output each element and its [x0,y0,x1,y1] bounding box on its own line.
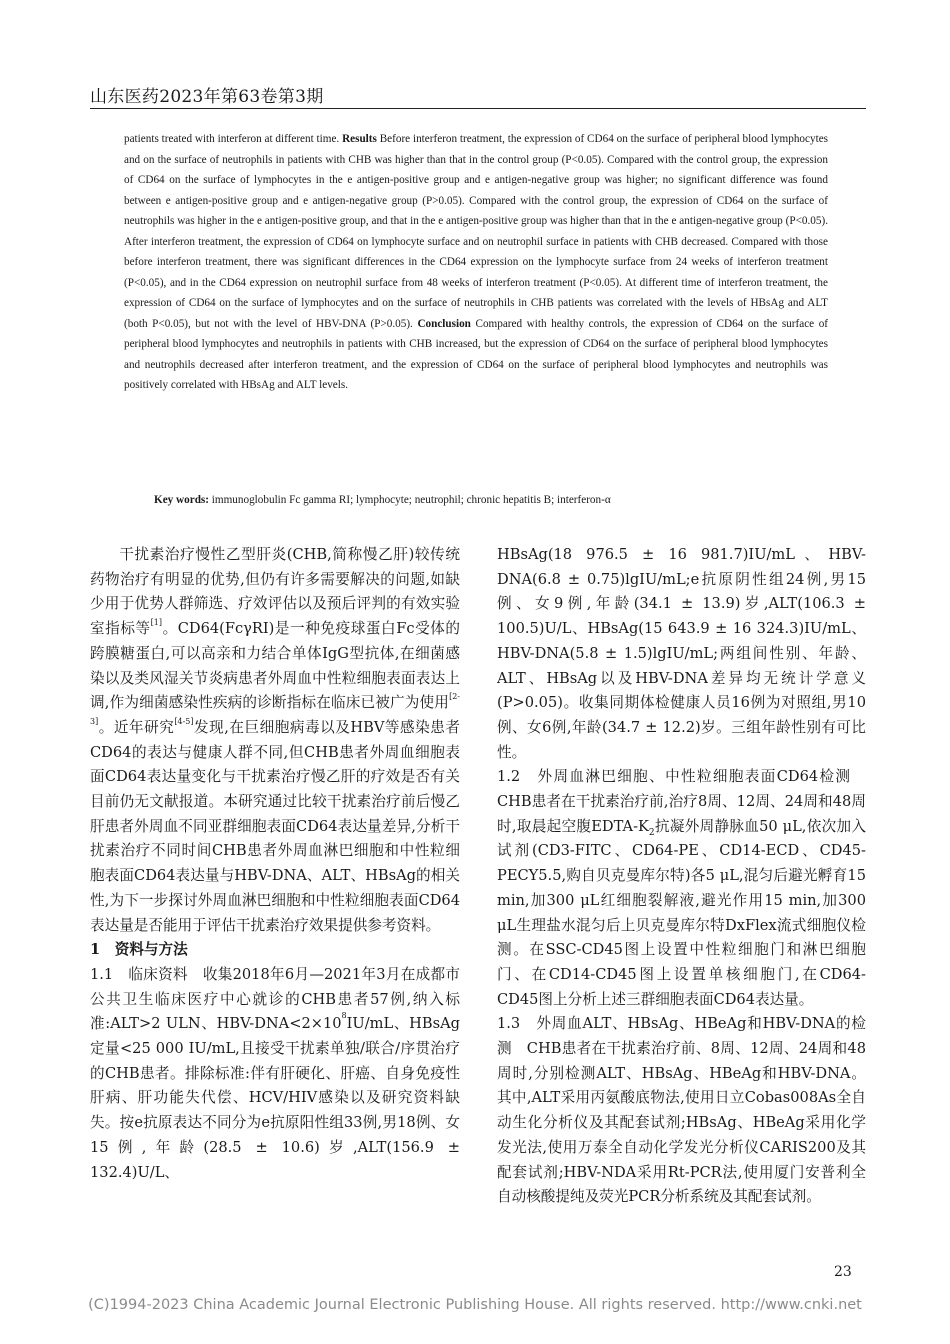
superscript: 8 [341,1011,347,1021]
s12-text-a: CHB患者在干扰素治疗前,治疗8周、12周、24周和48周时,取晨起空腹EDTA-K [497,768,866,835]
intro-text-c: 。近年研究 [98,718,175,736]
keywords-text: immunoglobulin Fc gamma RI; lymphocyte; neutrophil; chronic hepatitis B; interferon-α [211,494,611,506]
subsection-title: 1.2 外周血淋巴细胞、中性粒细胞表面CD64检测 [497,768,852,786]
section-heading: 1 资料与方法 [90,941,188,959]
section-1-1 [90,963,460,1185]
abstract-results: Before interferon treatment, the expression of CD64 on the surface of peripheral blood lymphocytes and on the surface of neutrophils in patients with CHB was higher than that in the control group (P<0.05). Compared with the control group, the expression of CD64 on the surface of lymphocytes in the e antigen-positive group and e antigen-negative group was higher; no significant difference was found between e antigen-positive group and e antigen-negative group (P>0.05). Compared with the control group, the expression of CD64 on the surface of neutrophils was higher in the e antigen-positive group, and that in the e antigen-positive group was higher than that in the e antigen-negative group (P<0.05). After interferon treatment, the expression of CD64 on lymphocyte surface and on neutrophil surface in patients with CHB decreased. Compared with those before interferon treatment, there was significant differences in the CD64 expression on the lymphocyte surface from 24 weeks of interferon treatment (P<0.05), and in the CD64 expression on neutrophil surface from 48 weeks of interferon treatment (P<0.05). At different time of interferon treatment, the expression of CD64 on the surface of lymphocytes and on the surface of neutrophils in CHB patients was correlated with the levels of HBsAg and ALT (both P<0.05), but not with the level of HBV-DNA (P>0.05). [124,133,829,330]
abstract-conclusion: Compared with healthy controls, the expression of CD64 on the surface of peripheral blood lymphocytes and neutrophils in patients with CHB increased, but the expression of CD64 on the surface of peripheral blood lymphocytes and neutrophils decreased after interferon treatment, and the expression of CD64 on the surface of peripheral blood lymphocytes and neutrophils was positively correlated with HBsAg and ALT levels. [124,317,829,391]
journal-header: 山东医药2023年第63卷第3期 [90,87,324,107]
left-column [90,543,460,1185]
keywords-label: Key words: [154,494,209,506]
results-label: Results [342,133,377,145]
s13-text: CHB患者在干扰素治疗前、8周、12周、24周和48周时,分别检测ALT、HBsAg、HBeAg和HBV-DNA。其中,ALT采用丙氨酸底物法,使用日立Cobas008As全自动生化分析仪及其配套试剂;HBsAg、HBeAg采用化学发光法,使用万泰全自动化学发光分析仪CARIS200及其配套试剂;HBV-NDA采用Rt-PCR法,使用厦门安普利全自动核酸提纯及荧光PCR分析系统及其配套试剂。 [497,1040,866,1206]
intro-text-b: 。CD64(FcγRI)是一种免疫球蛋白Fc受体的跨膜糖蛋白,可以高亲和力结合单体IgG型抗体,在细菌感染以及类风湿关节炎病患者外周血中性粒细胞表面表达上调,作为细菌感染性疾病的诊断指标在临床已被广为使用 [90,620,460,712]
abstract-text-a: patients treated with interferon at different time. [124,133,340,145]
intro-text-a: 干扰素治疗慢性乙型肝炎(CHB,简称慢乙肝)较传统药物治疗有明显的优势,但仍有许多需要解决的问题,如缺少用于优势人群筛选、疗效评估以及预后评判的有效实验室指标等 [90,546,460,638]
section-1-2 [497,765,866,1012]
right-column [497,543,866,1210]
copyright-footer: (C)1994-2023 China Academic Journal Electronic Publishing House. All rights reserved. http://www.cnki.net [88,1297,862,1313]
s12-text-b: 抗凝外周静脉血50 μL,依次加入试剂(CD3-FITC、CD64-PE、CD14-ECD、CD45-PECY5.5,购自贝克曼库尔特)各5 μL,混匀后避光孵育15 min,加300 μL红细胞裂解液,避光作用15 min,加300 μL生理盐水混匀后上贝克曼库尔特DxFlex流式细胞仪检测。在SSC-CD45图上设置中性粒细胞门和淋巴细胞门、在CD14-CD45图上设置单核细胞门,在CD64-CD45图上分析上述三群细胞表面CD64表达量。 [497,817,866,1008]
subscript: 2 [648,827,655,838]
citation: [1] [150,618,162,628]
page-number: 23 [834,1264,852,1280]
intro-text-d: 发现,在巨细胞病毒以及HBV等感染患者CD64的表达与健康人群不同,但CHB患者外周血细胞表面CD64表达量变化与干扰素治疗慢乙肝的疗效是否有关目前仍无文献报道。本研究通过比较干扰素治疗前后慢乙肝患者外周血不同亚群细胞表面CD64表达量差异,分析干扰素治疗不同时间CHB患者外周血淋巴细胞和中性粒细胞表面CD64表达量与HBV-DNA、ALT、HBsAg的相关性,为下一步探讨外周血淋巴细胞和中性粒细胞表面CD64表达量是否能用于评估干扰素治疗效果提供参考资料。 [90,718,460,934]
english-abstract [124,129,828,396]
citation: [2-3] [90,692,460,726]
subsection-title: 1.1 临床资料 [90,965,188,983]
s11-continuation: HBsAg(18 976.5 ± 16 981.7)IU/mL、HBV-DNA(6.8 ± 0.75)lgIU/mL;e抗原阴性组24例,男15例、女9例,年龄(34.1 ± 13.9)岁,ALT(106.3 ± 100.5)U/L、HBsAg(15 643.9 ± 16 324.3)IU/mL、HBV-DNA(5.8 ± 1.5)lgIU/mL;两组间性别、年龄、ALT、HBsAg以及HBV-DNA差异均无统计学意义(P>0.05)。收集同期体检健康人员16例为对照组,男10例、女6例,年龄(34.7 ± 12.2)岁。三组年龄性别有可比性。 [497,546,866,761]
s11-text-a: 收集2018年6月—2021年3月在成都市公共卫生临床医疗中心就诊的CHB患者57例,纳入标准:ALT>2 ULN、HBV-DNA<2×10 [90,965,460,1033]
section-1-3 [497,1012,866,1210]
keywords [154,494,834,506]
subsection-title: 1.3 外周血ALT、HBsAg、HBeAg和HBV-DNA的检测 [497,1015,866,1058]
s11-text-b: IU/mL、HBsAg定量<25 000 IU/mL,且接受干扰素单独/联合/序贯治疗的CHB患者。排除标准:伴有肝硬化、肝癌、自身免疫性肝病、肝功能失代偿、HCV/HIV感染以及研究资料缺失。按e抗原表达不同分为e抗原阳性组33例,男18例、女15例,年龄(28.5 ± 10.6)岁,ALT(156.9 ± 132.4)U/L、 [90,1015,460,1181]
conclusion-label: Conclusion [417,317,471,330]
intro-paragraph [90,543,460,938]
header-rule [90,108,866,109]
citation: [4-5] [174,716,194,726]
